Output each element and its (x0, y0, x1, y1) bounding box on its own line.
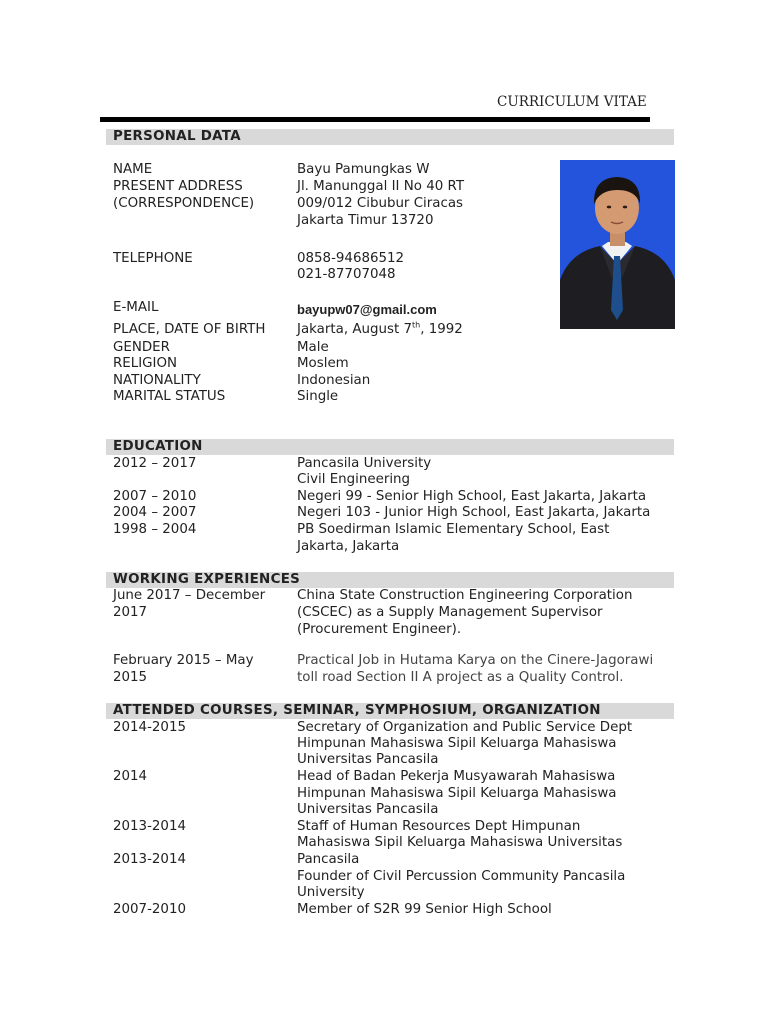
birth-value-main: Jakarta, August 7 (297, 322, 412, 337)
work-period-end: 2015 (113, 670, 148, 685)
address-line-2: 009/012 Cibubur Ciracas (297, 196, 464, 211)
work-period-end: 2017 (113, 605, 148, 620)
course-line: Universitas Pancasila (297, 752, 439, 767)
course-line: Founder of Civil Percussion Community Pancasila (297, 869, 626, 884)
course-line: Secretary of Organization and Public Service Dept (297, 720, 633, 735)
education-institution: Negeri 99 - Senior High School, East Jakarta, Jakarta (297, 489, 647, 504)
work-description: (Procurement Engineer). (297, 622, 462, 637)
birth-value (297, 322, 463, 339)
education-institution: Pancasila University (297, 456, 432, 471)
name-value: Bayu Pamungkas W (297, 162, 430, 177)
address-label-sub: (CORRESPONDENCE) (113, 196, 255, 211)
work-period: February 2015 – May (113, 653, 254, 668)
course-line: Universitas Pancasila (297, 802, 439, 817)
telephone-1: 0858-94686512 (297, 251, 405, 266)
education-period: 1998 – 2004 (113, 522, 197, 537)
course-line: Staff of Human Resources Dept Himpunan (297, 819, 581, 834)
birth-value-ordinal: th (412, 320, 421, 330)
telephone-label: TELEPHONE (113, 251, 193, 266)
birth-value-year: , 1992 (420, 322, 463, 337)
education-section-title: EDUCATION (113, 439, 203, 454)
birth-label: PLACE, DATE OF BIRTH (113, 322, 266, 337)
course-line: Himpunan Mahasiswa Sipil Keluarga Mahasiswa (297, 786, 617, 801)
address-label: PRESENT ADDRESS (113, 179, 243, 194)
course-period: 2014 (113, 769, 148, 784)
religion-label: RELIGION (113, 356, 178, 371)
course-line: Himpunan Mahasiswa Sipil Keluarga Mahasiswa (297, 736, 617, 751)
address-line-1: Jl. Manunggal II No 40 RT (297, 179, 465, 194)
title-divider (100, 117, 650, 122)
work-description: (CSCEC) as a Supply Management Supervisor (297, 605, 603, 620)
course-line: Mahasiswa Sipil Keluarga Mahasiswa Universitas (297, 835, 623, 850)
education-detail: Civil Engineering (297, 472, 411, 487)
document-title: CURRICULUM VITAE (497, 94, 647, 110)
course-period: 2013-2014 (113, 852, 186, 867)
courses-section-title: ATTENDED COURSES, SEMINAR, SYMPHOSIUM, ORGANIZATION (113, 703, 601, 718)
education-period: 2012 – 2017 (113, 456, 197, 471)
course-line: University (297, 885, 365, 900)
course-period: 2013-2014 (113, 819, 186, 834)
portrait-photo (560, 160, 675, 329)
address-line-3: Jakarta Timur 13720 (297, 213, 434, 228)
course-line: Pancasila (297, 852, 360, 867)
personal-section-title: PERSONAL DATA (113, 129, 241, 144)
work-description: Practical Job in Hutama Karya on the Cinere-Jagorawi (297, 653, 654, 668)
education-institution: PB Soedirman Islamic Elementary School, East (297, 522, 610, 537)
education-period: 2004 – 2007 (113, 505, 197, 520)
education-period: 2007 – 2010 (113, 489, 197, 504)
email-value[interactable]: bayupw07@gmail.com (297, 302, 437, 317)
course-line: Member of S2R 99 Senior High School (297, 902, 552, 917)
gender-label: GENDER (113, 340, 170, 355)
work-description: toll road Section II A project as a Quality Control. (297, 670, 624, 685)
work-section-title: WORKING EXPERIENCES (113, 572, 301, 587)
course-line: Head of Badan Pekerja Musyawarah Mahasiswa (297, 769, 616, 784)
work-description: China State Construction Engineering Corporation (297, 588, 633, 603)
marital-label: MARITAL STATUS (113, 389, 226, 404)
religion-value: Moslem (297, 356, 349, 371)
telephone-2: 021-87707048 (297, 267, 396, 282)
gender-value: Male (297, 340, 329, 355)
name-label: NAME (113, 162, 153, 177)
email-label: E-MAIL (113, 300, 159, 315)
nationality-value: Indonesian (297, 373, 371, 388)
course-period: 2007-2010 (113, 902, 186, 917)
course-period: 2014-2015 (113, 720, 186, 735)
education-detail: Jakarta, Jakarta (297, 539, 400, 554)
education-institution: Negeri 103 - Junior High School, East Jakarta, Jakarta (297, 505, 651, 520)
nationality-label: NATIONALITY (113, 373, 201, 388)
marital-value: Single (297, 389, 339, 404)
work-period: June 2017 – December (113, 588, 266, 603)
